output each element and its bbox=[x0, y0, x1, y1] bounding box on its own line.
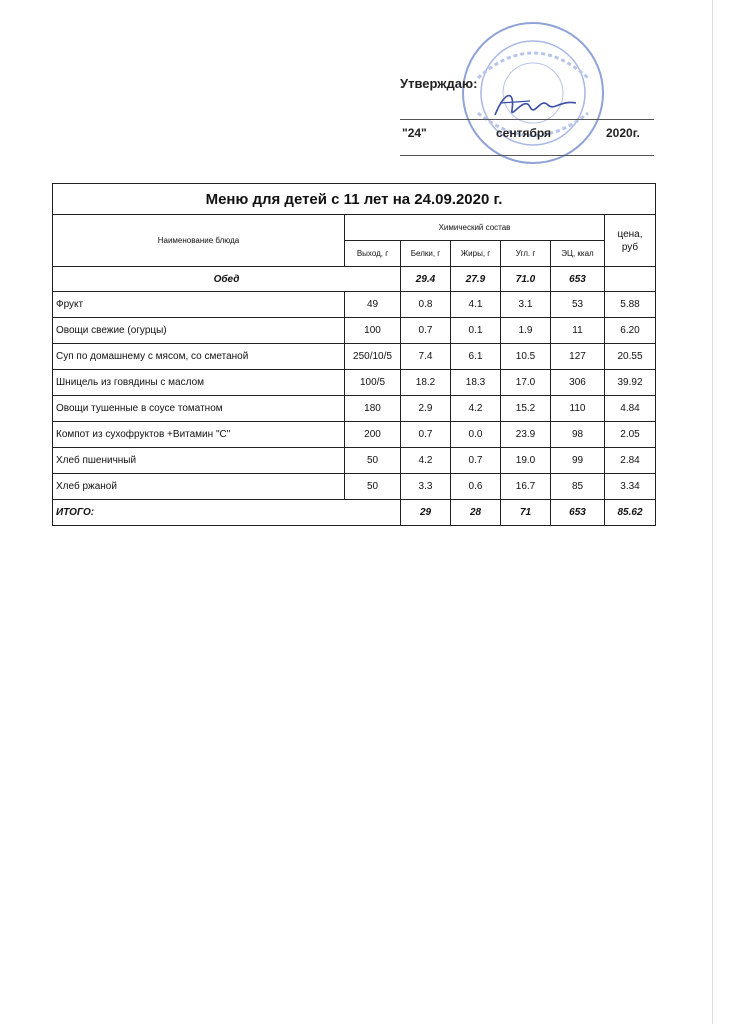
dish-fat: 18.3 bbox=[451, 370, 501, 396]
total-energy: 653 bbox=[551, 500, 605, 526]
fat-header: Жиры, г bbox=[451, 241, 501, 267]
total-protein: 29 bbox=[401, 500, 451, 526]
table-row bbox=[53, 448, 656, 474]
table-row bbox=[53, 370, 656, 396]
dish-yield: 50 bbox=[345, 448, 401, 474]
dish-protein: 7.4 bbox=[401, 344, 451, 370]
dish-price: 4.84 bbox=[605, 396, 656, 422]
dish-yield: 180 bbox=[345, 396, 401, 422]
dish-name: Хлеб ржаной bbox=[53, 474, 345, 500]
menu-title: Меню для детей с 11 лет на 24.09.2020 г. bbox=[53, 184, 656, 215]
section-protein: 29.4 bbox=[401, 267, 451, 292]
dish-yield: 250/10/5 bbox=[345, 344, 401, 370]
price-header: цена, руб bbox=[605, 215, 656, 267]
dish-fat: 6.1 bbox=[451, 344, 501, 370]
dish-energy: 11 bbox=[551, 318, 605, 344]
dish-energy: 85 bbox=[551, 474, 605, 500]
dish-energy: 99 bbox=[551, 448, 605, 474]
table-row bbox=[53, 422, 656, 448]
dish-price: 5.88 bbox=[605, 292, 656, 318]
dish-yield: 100/5 bbox=[345, 370, 401, 396]
dish-name: Компот из сухофруктов +Витамин "С" bbox=[53, 422, 345, 448]
table-row bbox=[53, 396, 656, 422]
protein-header: Белки, г bbox=[401, 241, 451, 267]
dish-energy: 127 bbox=[551, 344, 605, 370]
total-carbs: 71 bbox=[501, 500, 551, 526]
dish-protein: 2.9 bbox=[401, 396, 451, 422]
dish-carbs: 19.0 bbox=[501, 448, 551, 474]
dish-name-header: Наименование блюда bbox=[53, 215, 345, 267]
approval-year: 2020г. bbox=[606, 126, 640, 140]
table-row bbox=[53, 474, 656, 500]
total-fat: 28 bbox=[451, 500, 501, 526]
dish-fat: 0.1 bbox=[451, 318, 501, 344]
dish-fat: 4.1 bbox=[451, 292, 501, 318]
dish-carbs: 10.5 bbox=[501, 344, 551, 370]
section-name: Обед bbox=[53, 267, 401, 292]
chemical-composition-header: Химический состав bbox=[345, 215, 605, 241]
dish-price: 2.84 bbox=[605, 448, 656, 474]
scan-edge-line bbox=[712, 0, 713, 1024]
dish-protein: 0.8 bbox=[401, 292, 451, 318]
table-row bbox=[53, 292, 656, 318]
dish-name: Овощи свежие (огурцы) bbox=[53, 318, 345, 344]
section-row bbox=[53, 267, 656, 292]
dish-energy: 53 bbox=[551, 292, 605, 318]
dish-protein: 3.3 bbox=[401, 474, 451, 500]
total-row bbox=[53, 500, 656, 526]
dish-name: Овощи тушенные в соусе томатном bbox=[53, 396, 345, 422]
dish-price: 39.92 bbox=[605, 370, 656, 396]
section-carbs: 71.0 bbox=[501, 267, 551, 292]
section-fat: 27.9 bbox=[451, 267, 501, 292]
date-underline bbox=[400, 155, 654, 156]
approval-label: Утверждаю: bbox=[400, 76, 478, 91]
dish-name: Хлеб пшеничный bbox=[53, 448, 345, 474]
dish-carbs: 3.1 bbox=[501, 292, 551, 318]
energy-header: ЭЦ, ккал bbox=[551, 241, 605, 267]
signature-line bbox=[400, 119, 654, 120]
dish-protein: 4.2 bbox=[401, 448, 451, 474]
dish-protein: 0.7 bbox=[401, 422, 451, 448]
dish-yield: 50 bbox=[345, 474, 401, 500]
dish-yield: 100 bbox=[345, 318, 401, 344]
yield-header: Выход, г bbox=[345, 241, 401, 267]
dish-fat: 0.7 bbox=[451, 448, 501, 474]
dish-energy: 98 bbox=[551, 422, 605, 448]
dish-protein: 0.7 bbox=[401, 318, 451, 344]
dish-energy: 110 bbox=[551, 396, 605, 422]
total-price: 85.62 bbox=[605, 500, 656, 526]
dish-price: 3.34 bbox=[605, 474, 656, 500]
dish-energy: 306 bbox=[551, 370, 605, 396]
menu-table bbox=[52, 183, 656, 526]
dish-name: Шницель из говядины с маслом bbox=[53, 370, 345, 396]
table-row bbox=[53, 318, 656, 344]
approval-month: сентября bbox=[496, 126, 552, 140]
dish-yield: 200 bbox=[345, 422, 401, 448]
dish-carbs: 1.9 bbox=[501, 318, 551, 344]
dish-protein: 18.2 bbox=[401, 370, 451, 396]
approval-date bbox=[400, 126, 654, 142]
dish-fat: 4.2 bbox=[451, 396, 501, 422]
table-row bbox=[53, 344, 656, 370]
dish-price: 20.55 bbox=[605, 344, 656, 370]
dish-fat: 0.6 bbox=[451, 474, 501, 500]
dish-fat: 0.0 bbox=[451, 422, 501, 448]
dish-name: Фрукт bbox=[53, 292, 345, 318]
dish-carbs: 17.0 bbox=[501, 370, 551, 396]
dish-carbs: 23.9 bbox=[501, 422, 551, 448]
dish-price: 2.05 bbox=[605, 422, 656, 448]
total-label: ИТОГО: bbox=[53, 500, 401, 526]
dish-name: Суп по домашнему с мясом, со сметаной bbox=[53, 344, 345, 370]
approval-day: "24" bbox=[402, 126, 427, 140]
section-price bbox=[605, 267, 656, 292]
dish-carbs: 16.7 bbox=[501, 474, 551, 500]
dish-yield: 49 bbox=[345, 292, 401, 318]
dish-price: 6.20 bbox=[605, 318, 656, 344]
dish-carbs: 15.2 bbox=[501, 396, 551, 422]
section-energy: 653 bbox=[551, 267, 605, 292]
carbs-header: Угл. г bbox=[501, 241, 551, 267]
